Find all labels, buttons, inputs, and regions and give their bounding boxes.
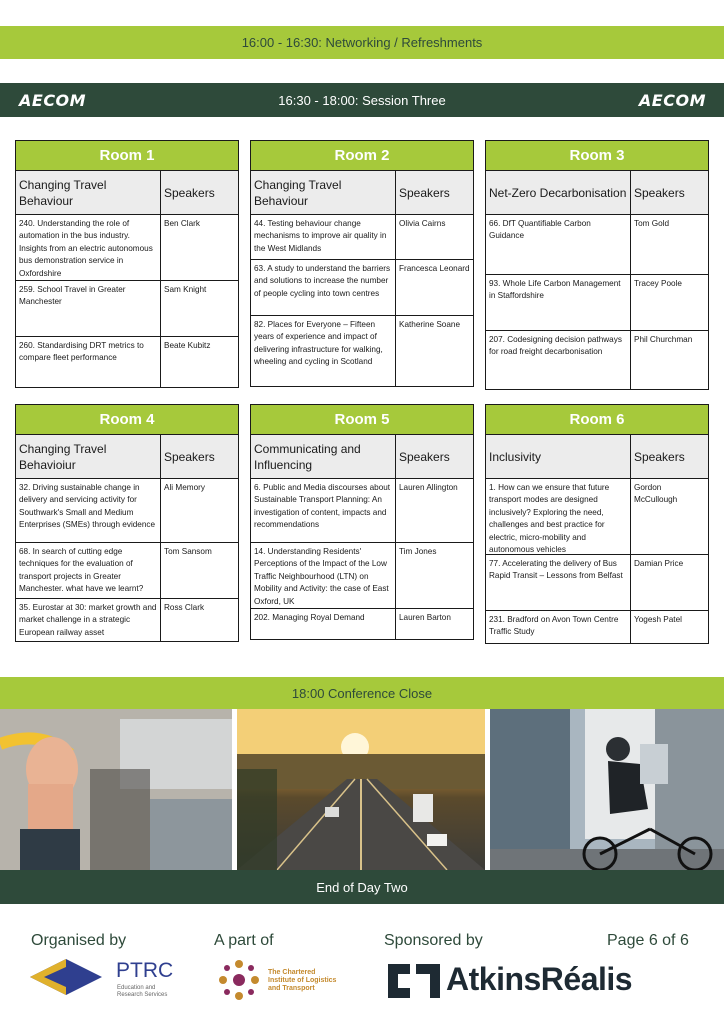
room-topic: Net-Zero Decarbonisation xyxy=(486,171,631,214)
networking-band xyxy=(0,26,724,59)
talk-row xyxy=(16,479,238,543)
talk-title: 207. Codesigning decision pathways for road freight decarbonisation xyxy=(486,331,631,389)
ptrc-subtitle xyxy=(117,985,167,999)
speaker-name: Ross Clark xyxy=(164,603,205,612)
room-header-row xyxy=(16,435,238,479)
photo-strip xyxy=(0,709,724,870)
room-topic: Changing Travel Behavioiur xyxy=(16,435,161,478)
talk-row xyxy=(16,215,238,281)
bus-passenger-illustration xyxy=(0,709,232,870)
atkinsrealis-name: AtkinsRéalis xyxy=(446,961,633,997)
room-header-row xyxy=(486,171,708,215)
atkinsrealis-logo xyxy=(386,958,706,1006)
room-table-4 xyxy=(15,404,239,642)
room-title: Room 2 xyxy=(251,141,473,171)
talk-title: 6. Public and Media discourses about Sustainable Transport Planning: An investigation of content, impacts and recommendations xyxy=(251,479,396,542)
ptrc-subtitle-line2: Research Services xyxy=(117,992,168,998)
bus-passenger-photo xyxy=(0,709,232,870)
sponsored-by-label: Sponsored by xyxy=(384,932,483,949)
aecom-logo-right: AECOM xyxy=(638,90,706,110)
talk-row xyxy=(486,215,708,275)
cyclist-city-photo xyxy=(490,709,724,870)
end-of-day-text: End of Day Two xyxy=(316,879,408,895)
talk-title: 259. School Travel in Greater Manchester xyxy=(16,281,161,336)
cilt-name-line1: The Chartered xyxy=(268,969,316,976)
room-header-row xyxy=(486,435,708,479)
ptrc-mark-icon xyxy=(30,957,102,997)
talk-row xyxy=(251,215,473,260)
speaker-name: Olivia Cairns xyxy=(399,219,446,228)
talk-row xyxy=(16,337,238,387)
room-table-1 xyxy=(15,140,239,388)
talk-title: 68. In search of cutting edge techniques for the evaluation of transport projects in Greater Manchester. what have we learnt? xyxy=(16,543,161,598)
room-header-row xyxy=(251,171,473,215)
aecom-logo-left: AECOM xyxy=(19,90,87,110)
room-title: Room 5 xyxy=(251,405,473,435)
speaker-name: Tom Gold xyxy=(634,219,670,228)
speaker-name: Francesca Leonard xyxy=(399,264,470,273)
cilt-name-line3: and Transport xyxy=(268,985,315,992)
room-title: Room 3 xyxy=(486,141,708,171)
speaker-name: Tracey Poole xyxy=(634,279,682,288)
talk-title: 82. Places for Everyone – Fifteen years of experience and impact of delivering infrastructure for walking, wheeling and cycling in Scotland xyxy=(251,316,396,386)
room-topic: Communicating and Influencing xyxy=(251,435,396,478)
cilt-mark-icon xyxy=(214,957,264,1003)
speaker-name: Ben Clark xyxy=(164,219,200,228)
speakers-header: Speakers xyxy=(634,185,685,200)
networking-text: 16:00 - 16:30: Networking / Refreshments xyxy=(241,35,483,50)
speaker-name: Katherine Soane xyxy=(399,320,460,329)
talk-row xyxy=(251,316,473,386)
room-title: Room 4 xyxy=(16,405,238,435)
talk-row xyxy=(486,555,708,611)
talk-row xyxy=(486,275,708,331)
talk-title: 35. Eurostar at 30: market growth and market challenge in a strategic European railway asset xyxy=(16,599,161,641)
speaker-name: Beate Kubitz xyxy=(164,341,211,350)
cyclist-illustration xyxy=(490,709,724,870)
talk-row xyxy=(486,611,708,643)
motorway-sunset-photo xyxy=(237,709,485,870)
cilt-name xyxy=(268,969,336,993)
talk-row xyxy=(16,281,238,337)
room-table-3 xyxy=(485,140,709,390)
cilt-name-line2: Institute of Logistics xyxy=(268,977,337,984)
organised-by-label: Organised by xyxy=(31,932,127,949)
talk-row xyxy=(251,609,473,639)
speakers-header: Speakers xyxy=(634,449,685,464)
conference-close-band xyxy=(0,677,724,709)
talk-title: 63. A study to understand the barriers and solutions to increase the number of people cycling into town centres xyxy=(251,260,396,315)
speaker-name: Yogesh Patel xyxy=(634,615,682,624)
talk-title: 66. DfT Quantifiable Carbon Guidance xyxy=(486,215,631,274)
session-title: 16:30 - 18:00: Session Three xyxy=(278,92,446,108)
room-header-row xyxy=(16,171,238,215)
room-table-2 xyxy=(250,140,474,387)
end-of-day-band xyxy=(0,870,724,904)
ptrc-subtitle-line1: Education and xyxy=(117,985,156,991)
speaker-name: Tom Sansom xyxy=(164,547,212,556)
speakers-header: Speakers xyxy=(399,185,450,200)
conference-close-text: 18:00 Conference Close xyxy=(291,685,433,701)
talk-title: 1. How can we ensure that future transport modes are designed inclusively? Exploring the need, challenges and best practice for electric, micro-mobility and autonomous vehicles xyxy=(486,479,631,554)
motorway-illustration xyxy=(237,709,485,870)
talk-title: 44. Testing behaviour change mechanisms to improve air quality in the West Midlands xyxy=(251,215,396,259)
speaker-name: Lauren Allington xyxy=(399,483,458,492)
speakers-header: Speakers xyxy=(399,449,450,464)
speakers-header: Speakers xyxy=(164,185,215,200)
room-topic: Changing Travel Behaviour xyxy=(251,171,396,214)
atkinsrealis-mark-icon xyxy=(386,960,442,1002)
page-number: Page 6 of 6 xyxy=(607,932,689,949)
room-topic: Inclusivity xyxy=(486,435,631,478)
room-title: Room 6 xyxy=(486,405,708,435)
talk-row xyxy=(486,331,708,389)
talk-title: 231. Bradford on Avon Town Centre Traffic Study xyxy=(486,611,631,643)
room-header-row xyxy=(251,435,473,479)
speaker-name: Sam Knight xyxy=(164,285,207,294)
speaker-name: Phil Churchman xyxy=(634,335,693,344)
talk-title: 93. Whole Life Carbon Management in Staffordshire xyxy=(486,275,631,330)
talk-row xyxy=(251,479,473,543)
speaker-name: Tim Jones xyxy=(399,547,437,556)
talk-row xyxy=(16,543,238,599)
talk-title: 32. Driving sustainable change in delivery and servicing activity for Southwark's Small and Medium Enterprises (SMEs) through evidence xyxy=(16,479,161,542)
talk-title: 260. Standardising DRT metrics to compare fleet performance xyxy=(16,337,161,387)
speaker-name: Lauren Barton xyxy=(399,613,451,622)
ptrc-logo xyxy=(30,955,180,1005)
speakers-header: Speakers xyxy=(164,449,215,464)
room-table-5 xyxy=(250,404,474,640)
talk-row xyxy=(251,543,473,609)
talk-title: 14. Understanding Residents' Perceptions of the Impact of the Low Traffic Neighbourhood (LTN) on Mobility and Activity: the case of East Oxford, UK xyxy=(251,543,396,608)
ptrc-name: PTRC xyxy=(116,959,174,982)
speaker-name: Damian Price xyxy=(634,559,684,568)
talk-title: 202. Managing Royal Demand xyxy=(251,609,396,639)
cilt-logo xyxy=(214,957,364,1005)
room-title: Room 1 xyxy=(16,141,238,171)
talk-row xyxy=(16,599,238,641)
a-part-of-label: A part of xyxy=(214,932,274,949)
room-topic: Changing Travel Behaviour xyxy=(16,171,161,214)
speaker-name: Ali Memory xyxy=(164,483,205,492)
talk-title: 240. Understanding the role of automation in the bus industry. Insights from an electric autonomous bus demonstration service in Oxfordshire xyxy=(16,215,161,280)
speaker-name: Gordon McCullough xyxy=(634,483,678,505)
session-band xyxy=(0,83,724,117)
talk-row xyxy=(486,479,708,555)
room-table-6 xyxy=(485,404,709,644)
talk-row xyxy=(251,260,473,316)
talk-title: 77. Accelerating the delivery of Bus Rapid Transit – Lessons from Belfast xyxy=(486,555,631,610)
